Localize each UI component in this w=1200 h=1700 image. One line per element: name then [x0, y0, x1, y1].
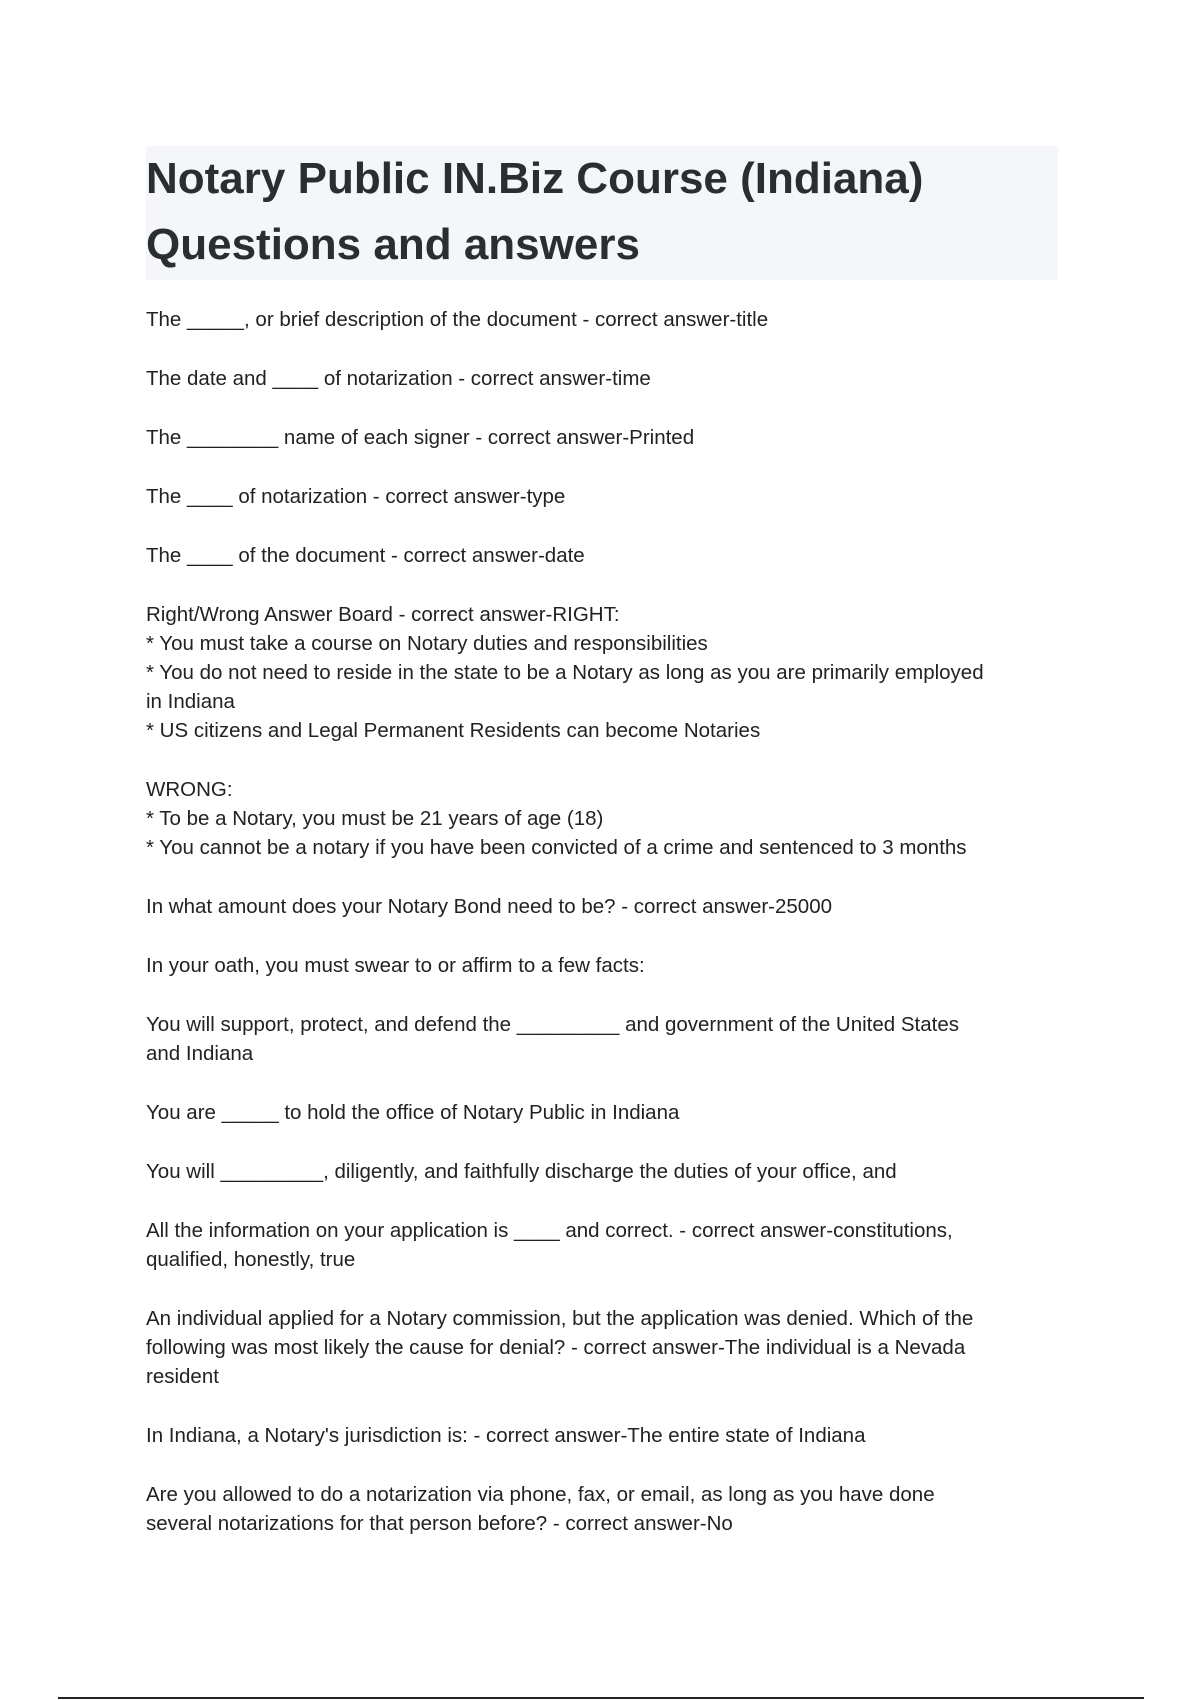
qa-paragraph [146, 1157, 1066, 1186]
page-title [146, 146, 1058, 278]
title-line-2: Questions and answers [146, 220, 640, 269]
qa-paragraph [146, 1010, 1066, 1068]
qa-line: * You do not need to reside in the state to be a Notary as long as you are primarily employed [146, 661, 984, 684]
qa-paragraph [146, 951, 1066, 980]
qa-paragraph [146, 1480, 1066, 1538]
qa-line: The ____ of notarization - correct answer-type [146, 485, 566, 508]
qa-line: qualified, honestly, true [146, 1248, 356, 1271]
qa-content [146, 305, 1066, 1568]
qa-line: The ____ of the document - correct answer-date [146, 544, 585, 567]
qa-line: following was most likely the cause for denial? - correct answer-The individual is a Nevada [146, 1336, 966, 1359]
qa-line: in Indiana [146, 690, 235, 713]
qa-line: All the information on your application is ____ and correct. - correct answer-constitutions, [146, 1219, 953, 1242]
title-line-1: Notary Public IN.Biz Course (Indiana) [146, 154, 924, 203]
qa-line: resident [146, 1365, 219, 1388]
qa-line: The ________ name of each signer - correct answer-Printed [146, 426, 695, 449]
qa-line: several notarizations for that person before? - correct answer-No [146, 1512, 733, 1535]
qa-line: * You cannot be a notary if you have been convicted of a crime and sentenced to 3 months [146, 836, 967, 859]
qa-line: You are _____ to hold the office of Notary Public in Indiana [146, 1101, 680, 1124]
qa-line: * You must take a course on Notary duties and responsibilities [146, 632, 708, 655]
qa-paragraph [146, 1304, 1066, 1391]
qa-paragraph [146, 892, 1066, 921]
qa-paragraph [146, 482, 1066, 511]
qa-line: * To be a Notary, you must be 21 years of age (18) [146, 807, 604, 830]
qa-paragraph [146, 1216, 1066, 1274]
qa-line: In Indiana, a Notary's jurisdiction is: - correct answer-The entire state of Indiana [146, 1424, 866, 1447]
qa-line: The date and ____ of notarization - correct answer-time [146, 367, 651, 390]
qa-paragraph [146, 775, 1066, 862]
qa-line: You will _________, diligently, and faithfully discharge the duties of your office, and [146, 1160, 897, 1183]
title-block [146, 146, 1058, 280]
qa-line: In what amount does your Notary Bond need to be? - correct answer-25000 [146, 895, 833, 918]
qa-paragraph [146, 600, 1066, 745]
qa-paragraph [146, 1421, 1066, 1450]
qa-line: WRONG: [146, 778, 233, 801]
qa-paragraph [146, 364, 1066, 393]
qa-line: An individual applied for a Notary commission, but the application was denied. Which of the [146, 1307, 974, 1330]
qa-paragraph [146, 1098, 1066, 1127]
page-bottom-rule [58, 1697, 1144, 1699]
qa-line: The _____, or brief description of the document - correct answer-title [146, 308, 769, 331]
qa-line: You will support, protect, and defend the _________ and government of the United States [146, 1013, 959, 1036]
qa-line: * US citizens and Legal Permanent Residents can become Notaries [146, 719, 761, 742]
qa-line: Right/Wrong Answer Board - correct answer-RIGHT: [146, 603, 620, 626]
qa-paragraph [146, 541, 1066, 570]
qa-line: Are you allowed to do a notarization via phone, fax, or email, as long as you have done [146, 1483, 935, 1506]
qa-line: In your oath, you must swear to or affirm to a few facts: [146, 954, 645, 977]
qa-paragraph [146, 423, 1066, 452]
qa-paragraph [146, 305, 1066, 334]
qa-line: and Indiana [146, 1042, 254, 1065]
